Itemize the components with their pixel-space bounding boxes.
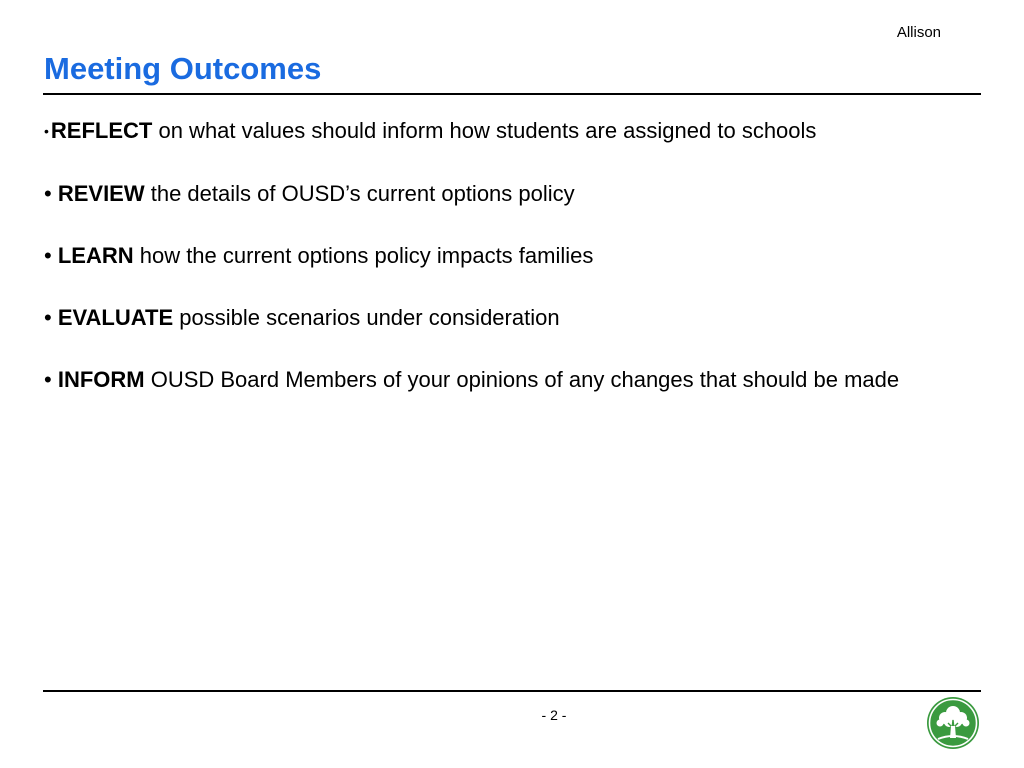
outcome-keyword: REVIEW — [57, 181, 145, 206]
presenter-name: Allison — [896, 24, 941, 41]
outcome-text: OUSD Board Members of your opinions of any changes that should be made — [144, 367, 900, 392]
outcomes-list — [44, 115, 979, 426]
outcome-keyword: EVALUATE — [57, 305, 174, 330]
outcome-keyword: INFORM — [57, 367, 145, 392]
outcome-text: the details of OUSD’s current options policy — [144, 181, 575, 206]
bullet-dot: • — [44, 123, 49, 139]
footer-divider — [43, 690, 981, 692]
oak-tree-logo-icon — [926, 696, 980, 750]
title-divider — [43, 93, 981, 95]
outcome-text: on what values should inform how students are assigned to schools — [152, 118, 817, 143]
bullet-dot: • — [44, 367, 52, 392]
outcome-text: how the current options policy impacts families — [133, 243, 594, 268]
bullet-dot: • — [44, 181, 52, 206]
page-number: - 2 - — [541, 707, 567, 723]
outcome-item-learn — [44, 240, 979, 271]
outcome-keyword: LEARN — [57, 243, 134, 268]
slide-title: Meeting Outcomes — [44, 51, 322, 86]
outcome-item-reflect — [44, 115, 979, 147]
outcome-item-evaluate — [44, 302, 979, 333]
outcome-text: possible scenarios under consideration — [173, 305, 560, 330]
outcome-keyword: REFLECT — [50, 118, 153, 143]
outcome-item-review — [44, 178, 979, 209]
bullet-dot: • — [44, 243, 52, 268]
bullet-dot: • — [44, 305, 52, 330]
outcome-item-inform — [44, 364, 979, 395]
